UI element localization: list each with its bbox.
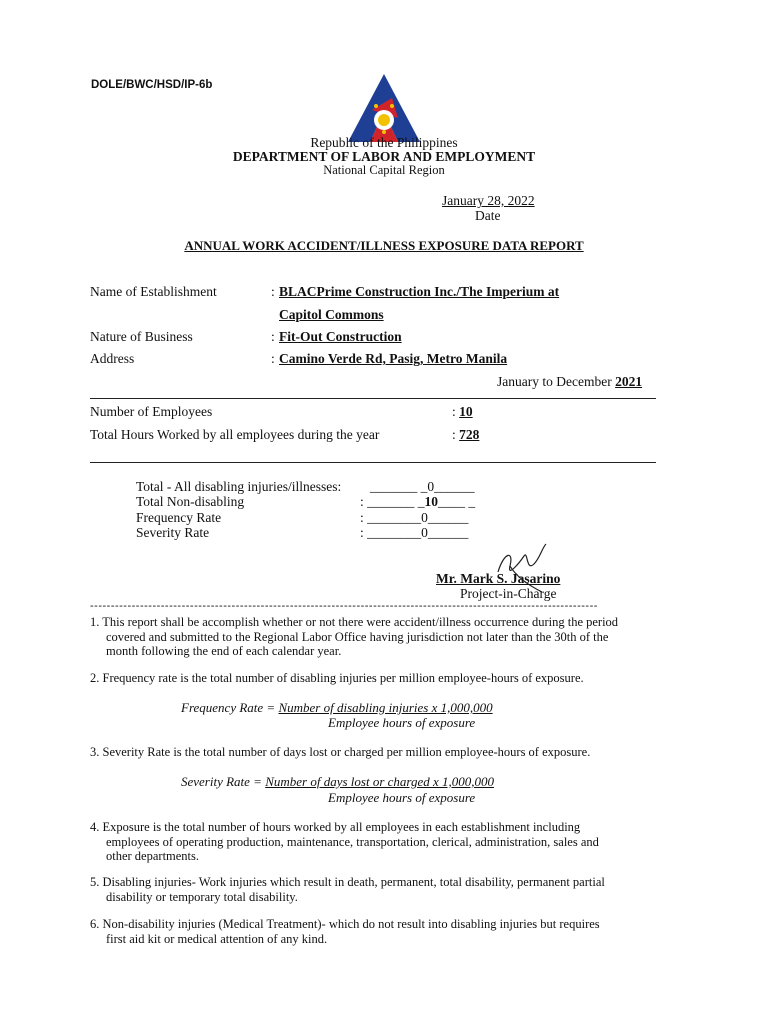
hours-worked-value: 728 <box>459 427 480 442</box>
business-value: Fit-Out Construction <box>279 329 402 344</box>
stat-frequency-label: Frequency Rate <box>136 510 222 525</box>
form-code: DOLE/BWC/HSD/IP-6b <box>91 79 213 91</box>
stat-nondisabling-value: 10 <box>424 494 439 509</box>
region-line: National Capital Region <box>323 163 445 177</box>
establishment-name-value-cont: Capitol Commons <box>279 307 384 322</box>
note-5: 5. Disabling injuries- Work injuries which result in death, permanent, total disability, permanent partial disability or temporary total disability. <box>90 875 605 904</box>
republic-line: Republic of the Philippines <box>310 135 458 150</box>
address-label: Address <box>90 351 135 366</box>
note-1: 1. This report shall be accomplish whether or not there were accident/illness occurrence during the period covered and submitted to the Regional Labor Office having jurisdiction not later than the 30th of the month following the end of each calendar year. <box>90 615 619 658</box>
establishment-name-value: BLACPrime Construction Inc./The Imperium at <box>279 284 560 299</box>
address-value: Camino Verde Rd, Pasig, Metro Manila <box>279 351 508 366</box>
divider-middle <box>90 462 656 463</box>
severity-formula-denominator: Employee hours of exposure <box>328 790 476 805</box>
stat-frequency-value: 0 <box>421 510 428 525</box>
address-colon: : <box>271 351 275 366</box>
report-title: ANNUAL WORK ACCIDENT/ILLNESS EXPOSURE DATA REPORT <box>184 238 584 253</box>
divider-top <box>90 398 656 399</box>
employees-count-label: Number of Employees <box>90 404 213 419</box>
note-2: 2. Frequency rate is the total number of disabling injuries per million employee-hours of exposure. <box>90 671 584 685</box>
date-label: Date <box>475 208 501 223</box>
stat-nondisabling-value-line: : _______ _10____ _ <box>360 494 476 509</box>
establishment-name-colon: : <box>271 284 275 299</box>
department-title: DEPARTMENT OF LABOR AND EMPLOYMENT <box>232 149 536 164</box>
signatory-name: Mr. Mark S. Jasarino <box>436 571 561 586</box>
stat-severity-label: Severity Rate <box>136 525 210 540</box>
reporting-period <box>497 374 642 390</box>
severity-formula: Severity Rate = Number of days lost or charged x 1,000,000 <box>181 774 495 789</box>
establishment-name-label: Name of Establishment <box>90 284 217 299</box>
hours-worked: : 728 <box>452 427 480 442</box>
note-3: 3. Severity Rate is the total number of days lost or charged per million employee-hours of exposure. <box>90 745 591 759</box>
employees-count: : 10 <box>452 404 473 419</box>
note-4: 4. Exposure is the total number of hours worked by all employees in each establishment including employees of operating production, maintenance, transportation, clerical, administration, sales and other departments. <box>90 820 599 863</box>
report-date: January 28, 2022 <box>442 193 535 208</box>
stat-disabling-value: 0 <box>427 479 435 494</box>
stat-frequency-value-line: : ________0______ <box>360 510 469 525</box>
employees-count-value: 10 <box>459 404 473 419</box>
business-colon: : <box>271 329 275 344</box>
stat-severity-value-line: : ________0______ <box>360 525 469 540</box>
stat-disabling-value-line: _______ _0______ <box>370 479 475 494</box>
hours-worked-label: Total Hours Worked by all employees during the year <box>90 427 380 442</box>
dashed-divider: -------------------------------------------------------------------------------------------------------------------------- <box>90 600 598 612</box>
frequency-formula-numerator: Number of disabling injuries x 1,000,000 <box>278 700 493 715</box>
period-year: 2021 <box>615 374 643 389</box>
frequency-formula: Frequency Rate = Number of disabling injuries x 1,000,000 <box>181 700 493 715</box>
business-label: Nature of Business <box>90 329 193 344</box>
frequency-formula-denominator: Employee hours of exposure <box>328 715 476 730</box>
severity-formula-numerator: Number of days lost or charged x 1,000,000 <box>265 774 495 789</box>
note-6: 6. Non-disability injuries (Medical Treatment)- which do not result into disabling injuries but requires first aid kit or medical attention of any kind. <box>90 917 600 946</box>
signatory-title: Project-in-Charge <box>460 586 557 601</box>
period-prefix: January to December <box>497 374 612 389</box>
stat-severity-value: 0 <box>421 525 428 540</box>
stat-nondisabling-label: Total Non-disabling <box>136 494 245 509</box>
stat-disabling-label: Total - All disabling injuries/illnesses: <box>136 479 342 494</box>
